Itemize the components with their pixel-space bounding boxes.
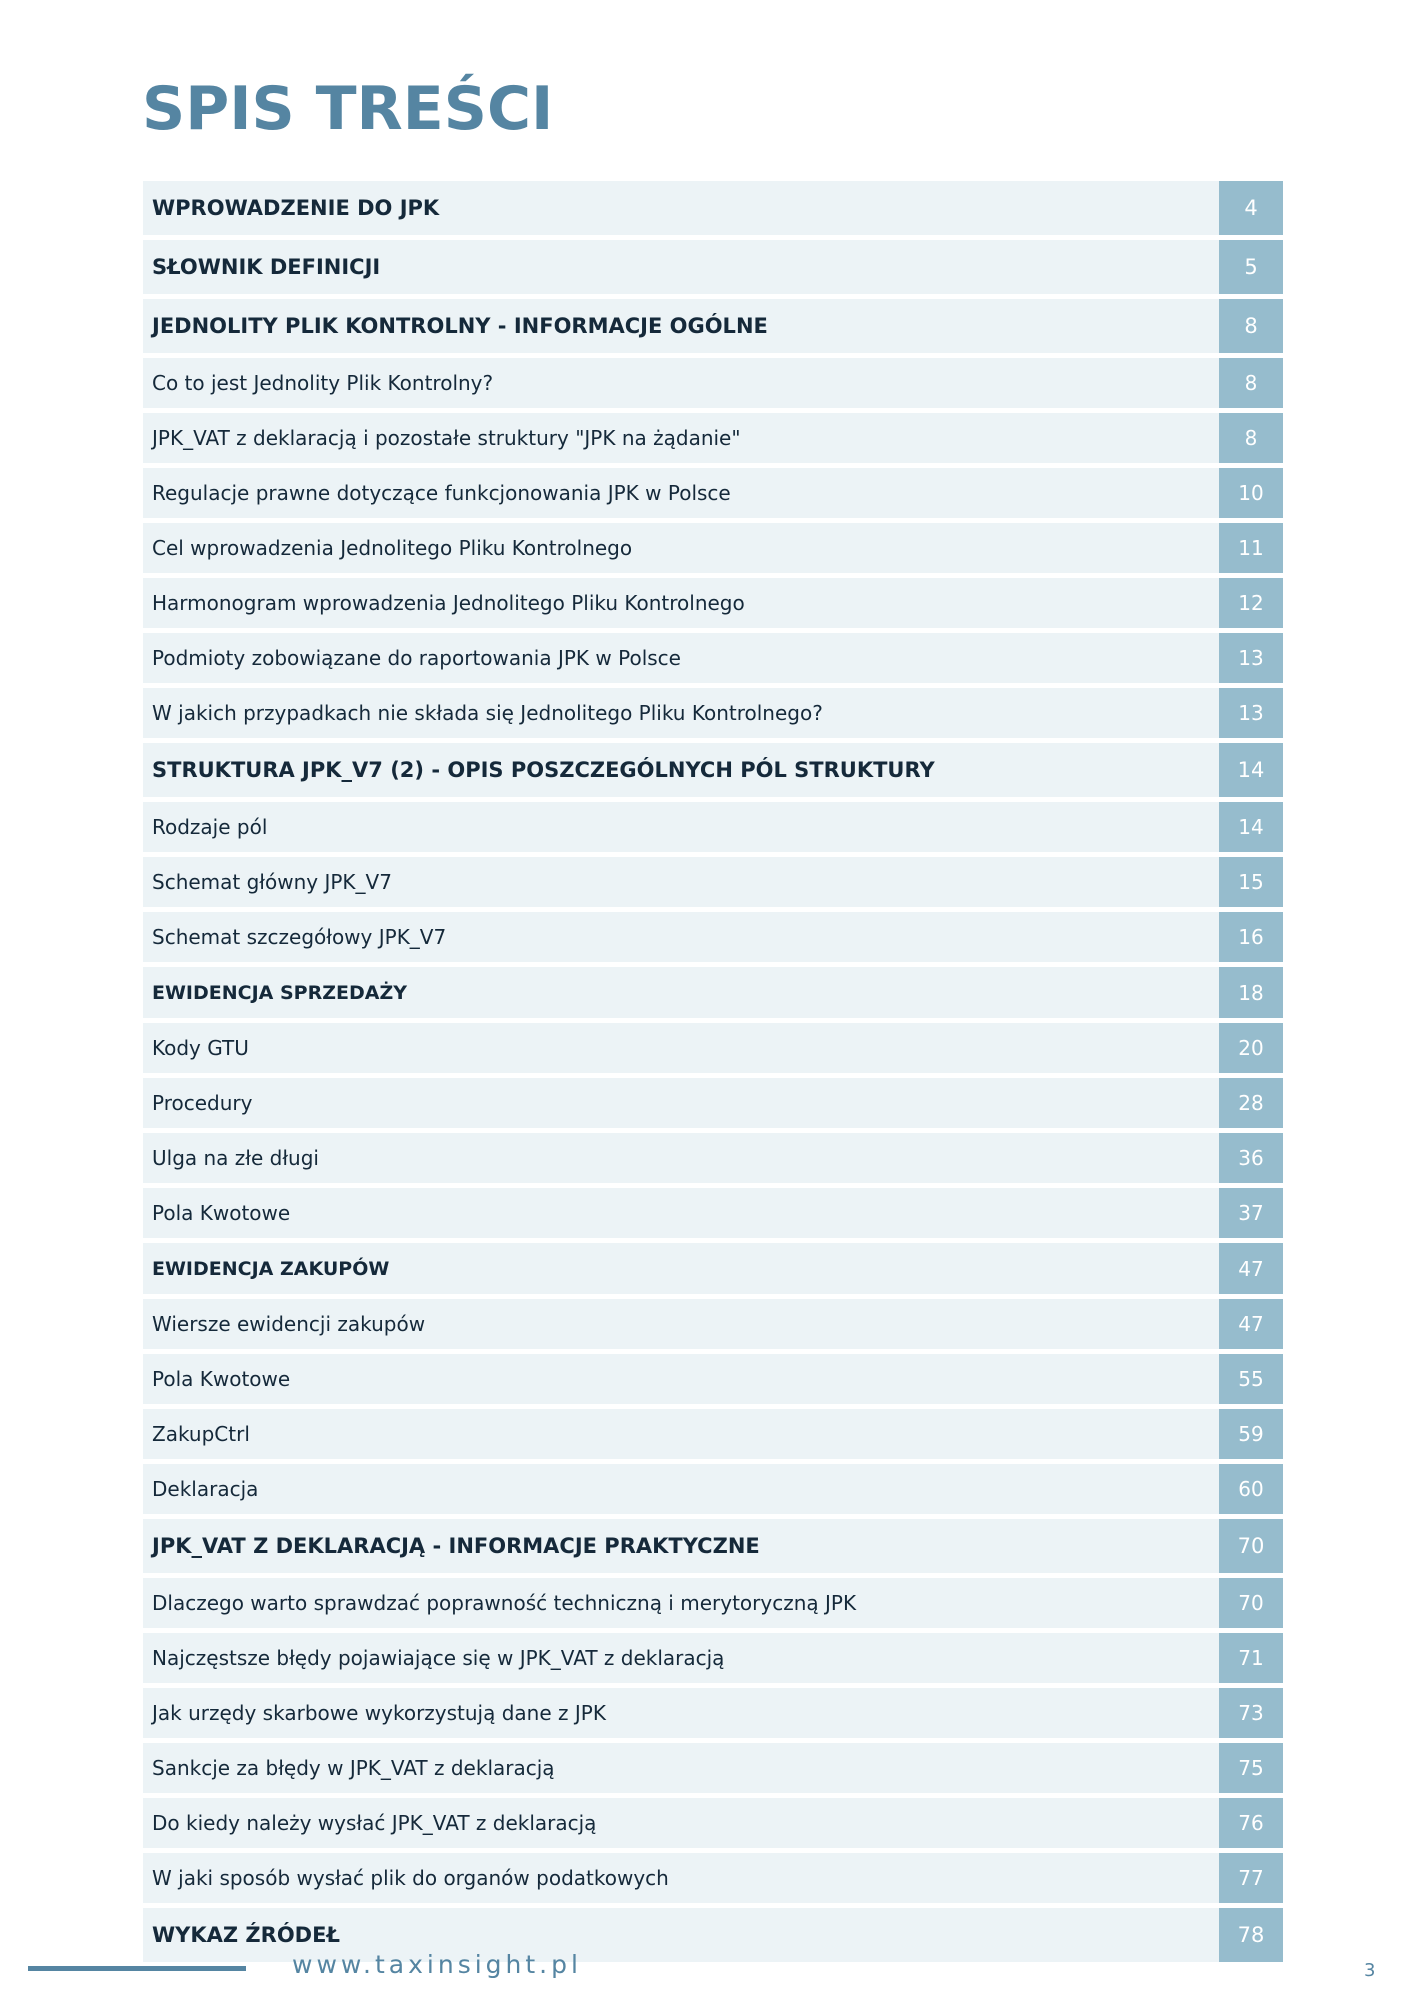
toc-page-number: 5: [1219, 240, 1283, 294]
toc-page-number: 37: [1219, 1188, 1283, 1238]
toc-page-number: 15: [1219, 857, 1283, 907]
toc-row[interactable]: [143, 1409, 1283, 1459]
toc-page-number: 76: [1219, 1798, 1283, 1848]
table-of-contents: [143, 181, 1283, 1967]
toc-entry-label: Harmonogram wprowadzenia Jednolitego Pliku Kontrolnego: [152, 591, 745, 615]
toc-entry-label: Pola Kwotowe: [152, 1201, 291, 1225]
toc-row[interactable]: [143, 857, 1283, 907]
toc-row[interactable]: [143, 1354, 1283, 1404]
toc-row[interactable]: [143, 633, 1283, 683]
toc-page-number: 11: [1219, 523, 1283, 573]
toc-row[interactable]: [143, 358, 1283, 408]
toc-page-number: 8: [1219, 413, 1283, 463]
footer-divider: [28, 1966, 246, 1971]
toc-entry-label: JPK_VAT z deklaracją i pozostałe struktury "JPK na żądanie": [152, 426, 741, 450]
toc-entry-label: JEDNOLITY PLIK KONTROLNY - INFORMACJE OGÓLNE: [152, 314, 768, 338]
toc-entry-label: JPK_VAT Z DEKLARACJĄ - INFORMACJE PRAKTYCZNE: [152, 1534, 760, 1558]
toc-page-number: 55: [1219, 1354, 1283, 1404]
toc-entry-label: WPROWADZENIE DO JPK: [152, 196, 440, 220]
toc-page-number: 20: [1219, 1023, 1283, 1073]
toc-row[interactable]: [143, 1188, 1283, 1238]
toc-row[interactable]: [143, 468, 1283, 518]
toc-entry-label: Dlaczego warto sprawdzać poprawność techniczną i merytoryczną JPK: [152, 1591, 857, 1615]
toc-row[interactable]: [143, 1133, 1283, 1183]
toc-entry-label: Najczęstsze błędy pojawiające się w JPK_VAT z deklaracją: [152, 1646, 725, 1670]
toc-entry-label: Regulacje prawne dotyczące funkcjonowania JPK w Polsce: [152, 481, 731, 505]
toc-page-number: 28: [1219, 1078, 1283, 1128]
toc-row[interactable]: [143, 688, 1283, 738]
toc-page-number: 70: [1219, 1519, 1283, 1573]
toc-row[interactable]: [143, 578, 1283, 628]
toc-page-number: 73: [1219, 1688, 1283, 1738]
toc-page-number: 78: [1219, 1908, 1283, 1962]
toc-page-number: 70: [1219, 1578, 1283, 1628]
toc-row[interactable]: [143, 1464, 1283, 1514]
toc-entry-label: WYKAZ ŹRÓDEŁ: [152, 1923, 340, 1947]
toc-page-number: 77: [1219, 1853, 1283, 1903]
toc-page-number: 8: [1219, 358, 1283, 408]
toc-row[interactable]: [143, 1798, 1283, 1848]
toc-entry-label: Schemat szczegółowy JPK_V7: [152, 925, 447, 949]
toc-entry-label: Podmioty zobowiązane do raportowania JPK w Polsce: [152, 646, 681, 670]
toc-entry-label: Jak urzędy skarbowe wykorzystują dane z JPK: [152, 1701, 606, 1725]
toc-entry-label: ZakupCtrl: [152, 1422, 250, 1446]
toc-row[interactable]: [143, 1688, 1283, 1738]
toc-page-number: 71: [1219, 1633, 1283, 1683]
toc-row[interactable]: [143, 1633, 1283, 1683]
toc-page-number: 47: [1219, 1299, 1283, 1349]
toc-row[interactable]: [143, 1299, 1283, 1349]
toc-entry-label: Rodzaje pól: [152, 815, 268, 839]
toc-page-number: 18: [1219, 967, 1283, 1018]
toc-page-number: 60: [1219, 1464, 1283, 1514]
toc-page-number: 12: [1219, 578, 1283, 628]
toc-row[interactable]: [143, 1853, 1283, 1903]
toc-row[interactable]: [143, 743, 1283, 797]
toc-entry-label: Procedury: [152, 1091, 253, 1115]
footer-website-link[interactable]: www.taxinsight.pl: [292, 1950, 582, 1979]
toc-entry-label: W jakich przypadkach nie składa się Jednolitego Pliku Kontrolnego?: [152, 701, 823, 725]
toc-page-number: 8: [1219, 299, 1283, 353]
toc-page-number: 75: [1219, 1743, 1283, 1793]
toc-entry-label: Co to jest Jednolity Plik Kontrolny?: [152, 371, 494, 395]
toc-entry-label: Ulga na złe długi: [152, 1146, 319, 1170]
toc-entry-label: Do kiedy należy wysłać JPK_VAT z deklaracją: [152, 1811, 597, 1835]
toc-row[interactable]: [143, 181, 1283, 235]
toc-entry-label: Pola Kwotowe: [152, 1367, 291, 1391]
toc-row[interactable]: [143, 413, 1283, 463]
toc-entry-label: W jaki sposób wysłać plik do organów podatkowych: [152, 1866, 669, 1890]
toc-page-number: 13: [1219, 688, 1283, 738]
toc-entry-label: EWIDENCJA SPRZEDAŻY: [152, 981, 407, 1004]
toc-page-number: 47: [1219, 1243, 1283, 1294]
toc-row[interactable]: [143, 240, 1283, 294]
toc-entry-label: STRUKTURA JPK_V7 (2) - OPIS POSZCZEGÓLNYCH PÓL STRUKTURY: [152, 758, 935, 782]
toc-entry-label: SŁOWNIK DEFINICJI: [152, 255, 381, 279]
page-number: 3: [1364, 1960, 1376, 1981]
toc-row[interactable]: [143, 1743, 1283, 1793]
toc-row[interactable]: [143, 1519, 1283, 1573]
toc-row[interactable]: [143, 299, 1283, 353]
page-title: SPIS TREŚCI: [142, 74, 554, 144]
toc-entry-label: EWIDENCJA ZAKUPÓW: [152, 1257, 390, 1280]
toc-entry-label: Kody GTU: [152, 1036, 249, 1060]
toc-row[interactable]: [143, 523, 1283, 573]
toc-page-number: 14: [1219, 802, 1283, 852]
toc-row[interactable]: [143, 1078, 1283, 1128]
toc-page-number: 14: [1219, 743, 1283, 797]
toc-row[interactable]: [143, 802, 1283, 852]
toc-row[interactable]: [143, 1578, 1283, 1628]
toc-entry-label: Cel wprowadzenia Jednolitego Pliku Kontrolnego: [152, 536, 633, 560]
toc-page-number: 10: [1219, 468, 1283, 518]
toc-page-number: 59: [1219, 1409, 1283, 1459]
toc-row[interactable]: [143, 1023, 1283, 1073]
toc-page-number: 36: [1219, 1133, 1283, 1183]
toc-row[interactable]: [143, 967, 1283, 1018]
toc-entry-label: Sankcje za błędy w JPK_VAT z deklaracją: [152, 1756, 555, 1780]
toc-entry-label: Wiersze ewidencji zakupów: [152, 1312, 426, 1336]
toc-entry-label: Deklaracja: [152, 1477, 259, 1501]
toc-page-number: 4: [1219, 181, 1283, 235]
toc-row[interactable]: [143, 912, 1283, 962]
toc-page-number: 13: [1219, 633, 1283, 683]
toc-entry-label: Schemat główny JPK_V7: [152, 870, 392, 894]
toc-page-number: 16: [1219, 912, 1283, 962]
toc-row[interactable]: [143, 1243, 1283, 1294]
